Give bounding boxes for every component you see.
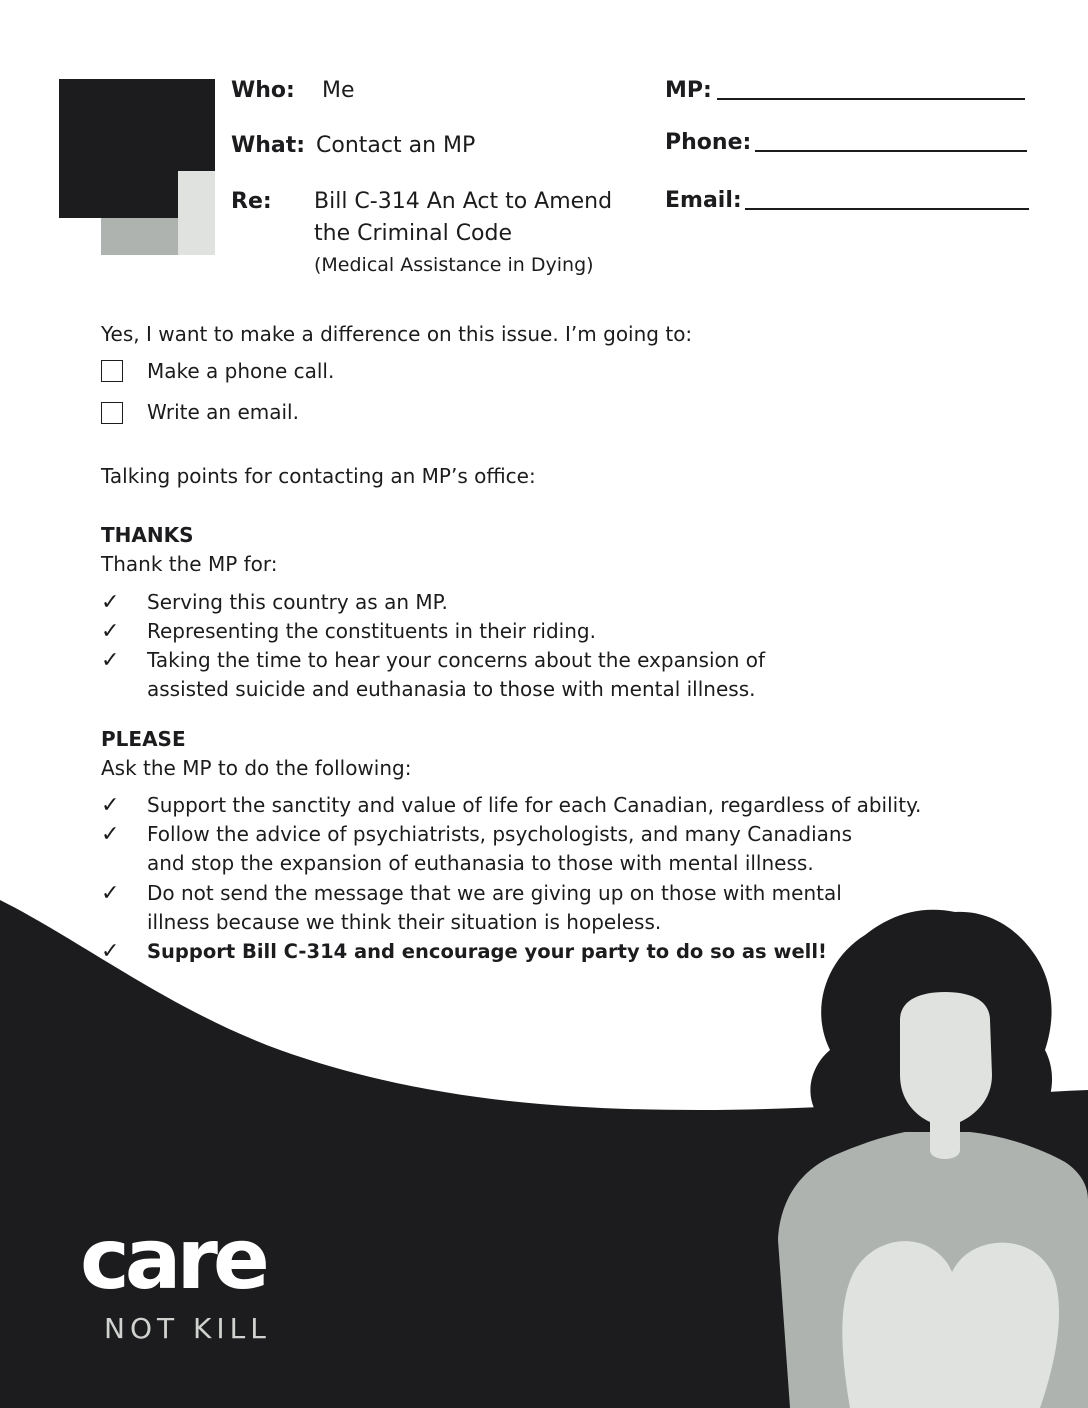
thanks-item: Taking the time to hear your concerns about the expansion of <box>147 648 766 672</box>
please-item: Follow the advice of psychiatrists, psychologists, and many Canadians <box>147 822 853 846</box>
check-icon: ✓ <box>101 619 120 644</box>
logo-square-grey <box>101 218 178 255</box>
please-item: Do not send the message that we are giving up on those with mental <box>147 881 842 905</box>
please-subheading: Ask the MP to do the following: <box>101 756 412 780</box>
person-silhouette-illustration <box>770 900 1088 1408</box>
who-value: Me <box>322 78 355 103</box>
mp-field[interactable] <box>717 98 1025 100</box>
thanks-subheading: Thank the MP for: <box>101 552 278 576</box>
thanks-item: Serving this country as an MP. <box>147 590 448 614</box>
thanks-item-continued: assisted suicide and euthanasia to those with mental illness. <box>147 677 756 701</box>
re-value-line2: the Criminal Code <box>314 221 513 246</box>
check-icon: ✓ <box>101 822 120 847</box>
talking-points-intro: Talking points for contacting an MP’s office: <box>101 464 536 488</box>
phone-field[interactable] <box>755 150 1027 152</box>
email-option: Write an email. <box>147 400 299 424</box>
what-label: What: <box>231 133 306 158</box>
please-item: Support the sanctity and value of life for each Canadian, regardless of ability. <box>147 793 922 817</box>
intro-text: Yes, I want to make a difference on this issue. I’m going to: <box>101 322 693 346</box>
care-logo-wordmark: care <box>80 1210 265 1308</box>
phone-call-checkbox[interactable] <box>101 360 123 382</box>
please-heading: PLEASE <box>101 727 186 751</box>
email-checkbox[interactable] <box>101 402 123 424</box>
re-value-line3: (Medical Assistance in Dying) <box>314 254 594 276</box>
email-label: Email: <box>665 188 742 213</box>
thanks-item: Representing the constituents in their riding. <box>147 619 596 643</box>
please-item-highlight: Support Bill C-314 and encourage your party to do so as well! <box>147 940 827 963</box>
who-label: Who: <box>231 78 295 103</box>
check-icon: ✓ <box>101 648 120 673</box>
re-value-line1: Bill C-314 An Act to Amend <box>314 189 613 214</box>
email-field[interactable] <box>745 208 1029 210</box>
logo-square-light <box>178 171 215 255</box>
check-icon: ✓ <box>101 939 120 964</box>
check-icon: ✓ <box>101 881 120 906</box>
check-icon: ✓ <box>101 793 120 818</box>
check-icon: ✓ <box>101 590 120 615</box>
please-item-continued: illness because we think their situation is hopeless. <box>147 910 662 934</box>
please-item-continued: and stop the expansion of euthanasia to those with mental illness. <box>147 851 814 875</box>
phone-call-option: Make a phone call. <box>147 359 335 383</box>
what-value: Contact an MP <box>316 133 476 158</box>
phone-label: Phone: <box>665 130 752 155</box>
thanks-heading: THANKS <box>101 523 194 547</box>
mp-label: MP: <box>665 78 712 103</box>
re-label: Re: <box>231 189 272 214</box>
not-kill-tagline: NOT KILL <box>104 1312 271 1345</box>
